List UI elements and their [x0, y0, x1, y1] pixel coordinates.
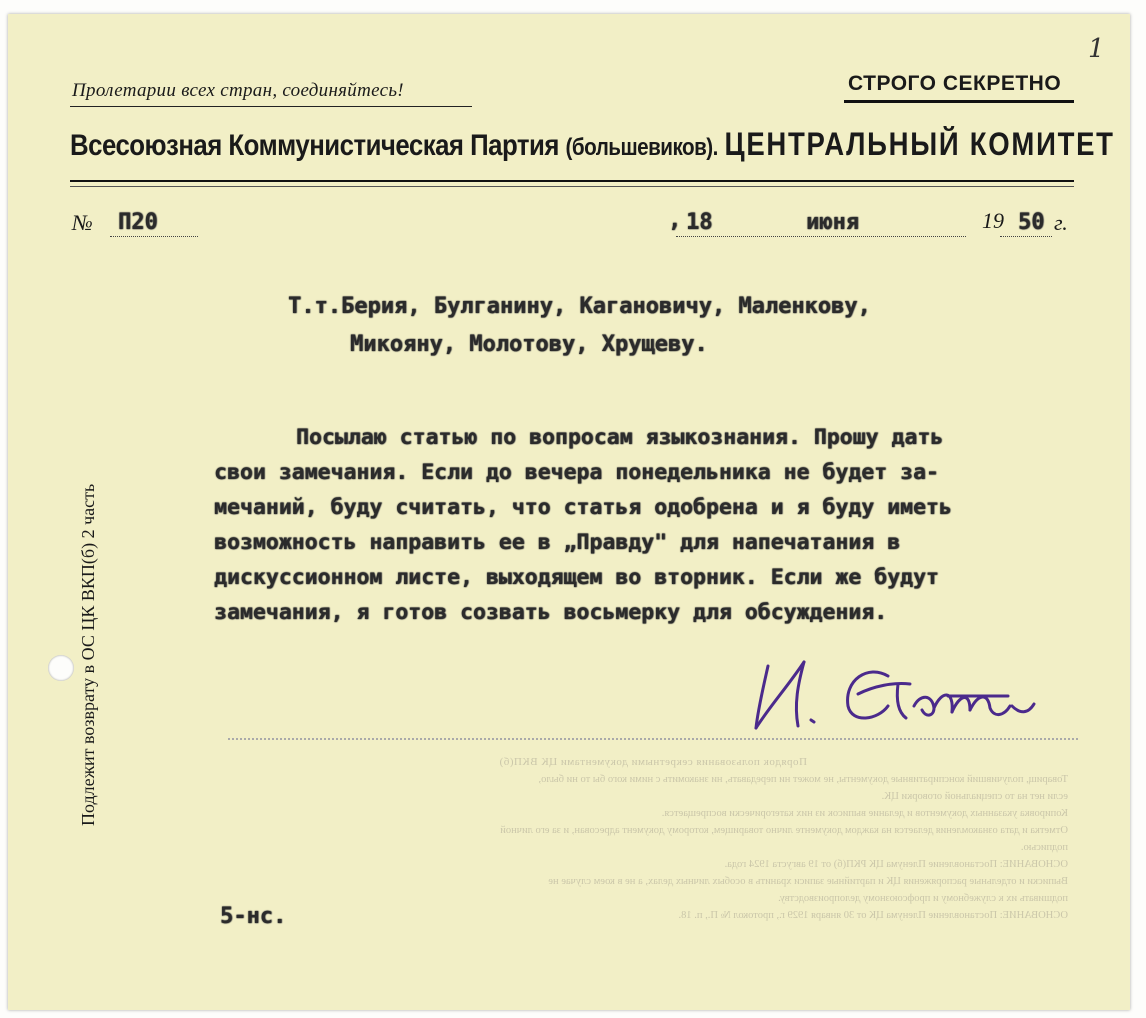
- rules-line: ОСНОВАНИЕ: Постановление Пленума ЦК РКП(б) от 19 августа 1924 года.: [724, 859, 1068, 870]
- letterhead-rule: [70, 180, 1074, 182]
- date-year-prefix: 19: [982, 208, 1004, 233]
- body-line: замечания, я готов созвать восьмерку для обсуждения.: [214, 600, 888, 625]
- body-line: Посылаю статью по вопросам языкознания. Прошу дать: [296, 425, 944, 450]
- rules-line: Отметка и дата ознакомления делается на каждом документе лично товарищем, которому документ адресован, и за его личной: [500, 825, 1068, 836]
- rules-bleed-through: [238, 754, 1068, 924]
- date-year-abbrev: г.: [1054, 210, 1068, 235]
- document-number-label: №: [72, 210, 93, 235]
- addressees-line-2: Микояну, Молотову, Хрущеву.: [350, 332, 708, 357]
- date-day: 18: [686, 210, 713, 235]
- rules-line: Выписки и отдельные распоряжения ЦК и партийные записи хранить в особых личных делах, а не в коем случае не: [548, 876, 1068, 887]
- document-sheet: [8, 14, 1130, 1010]
- date-day-prefix: ,: [668, 208, 682, 233]
- addressees-line-1: Т.т.Берия, Булганину, Кагановичу, Маленкову,: [288, 294, 871, 319]
- date-year-line: [1000, 236, 1052, 237]
- footer-code: 5-нс.: [220, 904, 287, 929]
- addressees: [288, 288, 871, 364]
- rules-line: Товарищ, получивший конспиративные документы, не может ни передавать, ни знакомить с ними кого бы то ни было,: [538, 774, 1068, 785]
- letterhead-bolsheviks: (большевиков).: [565, 134, 718, 161]
- rules-line: если нет на то специальной оговорки ЦК.: [881, 791, 1068, 802]
- letterhead-party: Всесоюзная Коммунистическая Партия: [70, 129, 559, 162]
- letterhead-rule-thin: [70, 186, 1074, 187]
- slogan: Пролетарии всех стран, соединяйтесь!: [72, 80, 404, 101]
- rules-line: подшивать их к служебному и профсоюзному делопроизводству.: [778, 893, 1068, 904]
- classification-underline: [844, 100, 1074, 103]
- letterhead-title: [70, 126, 1115, 163]
- letterhead-committee: ЦЕНТРАЛЬНЫЙ КОМИТЕТ: [724, 126, 1115, 162]
- document-number-line: [110, 236, 198, 237]
- document-number: П20: [118, 210, 158, 235]
- date-month: июня: [806, 210, 859, 235]
- body-line: свои замечания. Если до вечера понедельника не будет за-: [214, 460, 939, 485]
- rules-line: подписью.: [1020, 842, 1068, 853]
- body-line: возможность направить ее в „Правду" для напечатания в: [214, 530, 901, 555]
- slogan-underline: [70, 106, 472, 107]
- rules-line: Копировка указанных документов и делание выписок из них категорически воспрещается.: [661, 808, 1068, 819]
- body-line: дискуссионном листе, выходящем во вторник. Если же будут: [214, 565, 939, 590]
- date-year-suffix: 50: [1018, 210, 1045, 235]
- rules-title: Порядок пользования секретными документами ЦК ВКП(б): [499, 756, 807, 768]
- footer-dotted-rule: [228, 738, 1078, 740]
- punch-hole: [48, 655, 74, 681]
- page-number: 1: [1088, 34, 1105, 64]
- letter-body: [214, 420, 952, 630]
- classification-stamp: СТРОГО СЕКРЕТНО: [848, 72, 1062, 95]
- handwritten-signature: [748, 654, 1048, 744]
- date-line: [676, 236, 966, 237]
- margin-return-note: Подлежит возврату в ОС ЦК ВКП(б) 2 часть: [78, 483, 98, 826]
- rules-line: ОСНОВАНИЕ: Постановление Пленума ЦК от 30 января 1929 г., протокол № П., п. 18.: [678, 910, 1068, 921]
- body-line: мечаний, буду считать, что статья одобрена и я буду иметь: [214, 495, 952, 520]
